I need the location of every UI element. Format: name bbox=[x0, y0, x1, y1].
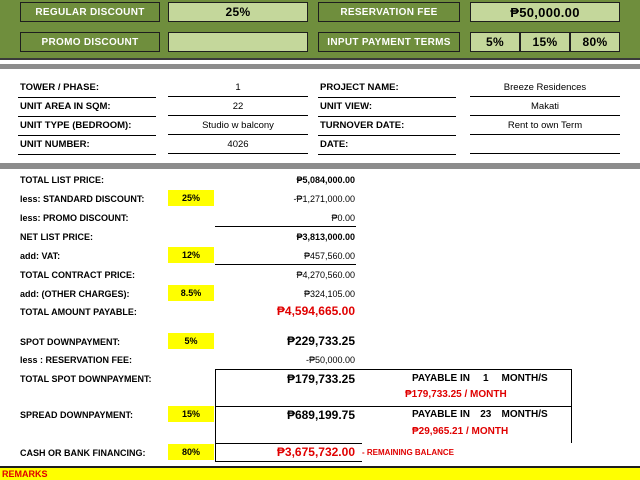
spot-payable-in bbox=[412, 373, 548, 384]
spot-month-unit: MONTH/S bbox=[501, 373, 548, 384]
unit-number-value[interactable]: 4026 bbox=[168, 139, 308, 154]
date-label: DATE: bbox=[320, 139, 349, 150]
spread-payable-in bbox=[412, 409, 548, 420]
regular-discount-field[interactable]: 25% bbox=[168, 2, 308, 22]
financing-label: CASH OR BANK FINANCING: bbox=[20, 448, 146, 458]
remarks-bar bbox=[0, 466, 640, 480]
spot-downpayment-value: ₱229,733.25 bbox=[286, 334, 355, 348]
tower-phase-label: TOWER / PHASE: bbox=[20, 82, 99, 93]
financing-rate[interactable]: 80% bbox=[168, 444, 214, 460]
other-charges-label: add: (OTHER CHARGES): bbox=[20, 289, 130, 299]
sum-rule bbox=[215, 226, 356, 227]
spread-monthly-amount: ₱29,965.21 bbox=[412, 426, 464, 437]
spread-months: 23 bbox=[480, 409, 492, 420]
per-month: / MONTH bbox=[465, 426, 509, 437]
remaining-balance-note: - REMAINING BALANCE bbox=[362, 448, 454, 457]
payment-term-spread[interactable]: 15% bbox=[520, 32, 570, 52]
total-list-price-value: ₱5,084,000.00 bbox=[296, 175, 355, 185]
info-rule bbox=[318, 154, 456, 155]
info-rule bbox=[18, 154, 156, 155]
total-contract-price-label: TOTAL CONTRACT PRICE: bbox=[20, 270, 135, 280]
regular-discount-label: REGULAR DISCOUNT bbox=[20, 2, 160, 22]
spread-downpayment-value: ₱689,199.75 bbox=[286, 408, 355, 422]
vat-value: ₱457,560.00 bbox=[303, 251, 355, 261]
promo-discount-field[interactable] bbox=[168, 32, 308, 52]
spread-downpayment-rate[interactable]: 15% bbox=[168, 406, 214, 422]
project-name-value[interactable]: Breeze Residences bbox=[470, 82, 620, 97]
net-list-price-label: NET LIST PRICE: bbox=[20, 232, 94, 242]
unit-type-value[interactable]: Studio w balcony bbox=[168, 120, 308, 135]
standard-discount-label: less: STANDARD DISCOUNT: bbox=[20, 194, 145, 204]
total-spot-downpayment-label: TOTAL SPOT DOWNPAYMENT: bbox=[20, 374, 152, 384]
total-amount-payable-value: ₱4,594,665.00 bbox=[276, 304, 355, 318]
promo-discount-value: ₱0.00 bbox=[331, 213, 355, 223]
unit-area-value[interactable]: 22 bbox=[168, 101, 308, 116]
remarks-label: REMARKS bbox=[2, 469, 48, 479]
tower-phase-value[interactable]: 1 bbox=[168, 82, 308, 97]
total-spot-downpayment-value: ₱179,733.25 bbox=[286, 372, 355, 386]
spread-month-unit: MONTH/S bbox=[501, 409, 548, 420]
total-amount-payable-label: TOTAL AMOUNT PAYABLE: bbox=[20, 307, 137, 317]
per-month: / MONTH bbox=[464, 389, 507, 400]
promo-discount-row-label: less: PROMO DISCOUNT: bbox=[20, 213, 129, 223]
info-rule bbox=[18, 97, 156, 98]
unit-number-label: UNIT NUMBER: bbox=[20, 139, 90, 150]
project-name-label: PROJECT NAME: bbox=[320, 82, 399, 93]
spot-downpayment-rate[interactable]: 5% bbox=[168, 333, 214, 349]
spread-monthly-line bbox=[412, 426, 508, 437]
section-divider bbox=[0, 64, 640, 69]
financing-value: ₱3,675,732.00 bbox=[276, 445, 355, 459]
vat-rate[interactable]: 12% bbox=[168, 247, 214, 263]
info-rule bbox=[318, 116, 456, 117]
spread-downpayment-label: SPREAD DOWNPAYMENT: bbox=[20, 410, 134, 420]
section-divider bbox=[0, 163, 640, 169]
spot-monthly-amount: ₱179,733.25 bbox=[405, 389, 462, 400]
info-rule bbox=[18, 135, 156, 136]
unit-view-value[interactable]: Makati bbox=[470, 101, 620, 116]
payment-term-spot[interactable]: 5% bbox=[470, 32, 520, 52]
spot-months: 1 bbox=[482, 373, 489, 384]
payment-terms-label: INPUT PAYMENT TERMS bbox=[318, 32, 460, 52]
info-rule bbox=[18, 116, 156, 117]
other-charges-rate[interactable]: 8.5% bbox=[168, 285, 214, 301]
standard-discount-value: -₱1,271,000.00 bbox=[293, 194, 355, 204]
spot-monthly-line bbox=[405, 389, 507, 400]
reservation-fee-label: RESERVATION FEE bbox=[318, 2, 460, 22]
turnover-date-label: TURNOVER DATE: bbox=[320, 120, 405, 131]
unit-type-label: UNIT TYPE (BEDROOM): bbox=[20, 120, 132, 131]
info-rule bbox=[318, 135, 456, 136]
spread-payable-in-text: PAYABLE IN bbox=[412, 409, 470, 420]
turnover-date-value[interactable]: Rent to own Term bbox=[470, 120, 620, 135]
net-list-price-value: ₱3,813,000.00 bbox=[296, 232, 355, 242]
unit-area-label: UNIT AREA IN SQM: bbox=[20, 101, 111, 112]
standard-discount-rate[interactable]: 25% bbox=[168, 190, 214, 206]
spot-downpayment-label: SPOT DOWNPAYMENT: bbox=[20, 337, 121, 347]
reservation-fee-row-label: less : RESERVATION FEE: bbox=[20, 355, 133, 365]
payment-term-financing[interactable]: 80% bbox=[570, 32, 620, 52]
spot-payable-in-text: PAYABLE IN bbox=[412, 373, 470, 384]
date-value[interactable] bbox=[470, 139, 620, 154]
schedule-rule bbox=[215, 406, 572, 407]
reservation-fee-field[interactable]: ₱50,000.00 bbox=[470, 2, 620, 22]
promo-discount-label: PROMO DISCOUNT bbox=[20, 32, 160, 52]
unit-view-label: UNIT VIEW: bbox=[320, 101, 373, 112]
total-list-price-label: TOTAL LIST PRICE: bbox=[20, 175, 105, 185]
sum-rule bbox=[215, 264, 356, 265]
other-charges-value: ₱324,105.00 bbox=[303, 289, 355, 299]
reservation-fee-row-value: -₱50,000.00 bbox=[305, 355, 355, 365]
info-rule bbox=[318, 97, 456, 98]
total-contract-price-value: ₱4,270,560.00 bbox=[296, 270, 355, 280]
vat-label: add: VAT: bbox=[20, 251, 61, 261]
